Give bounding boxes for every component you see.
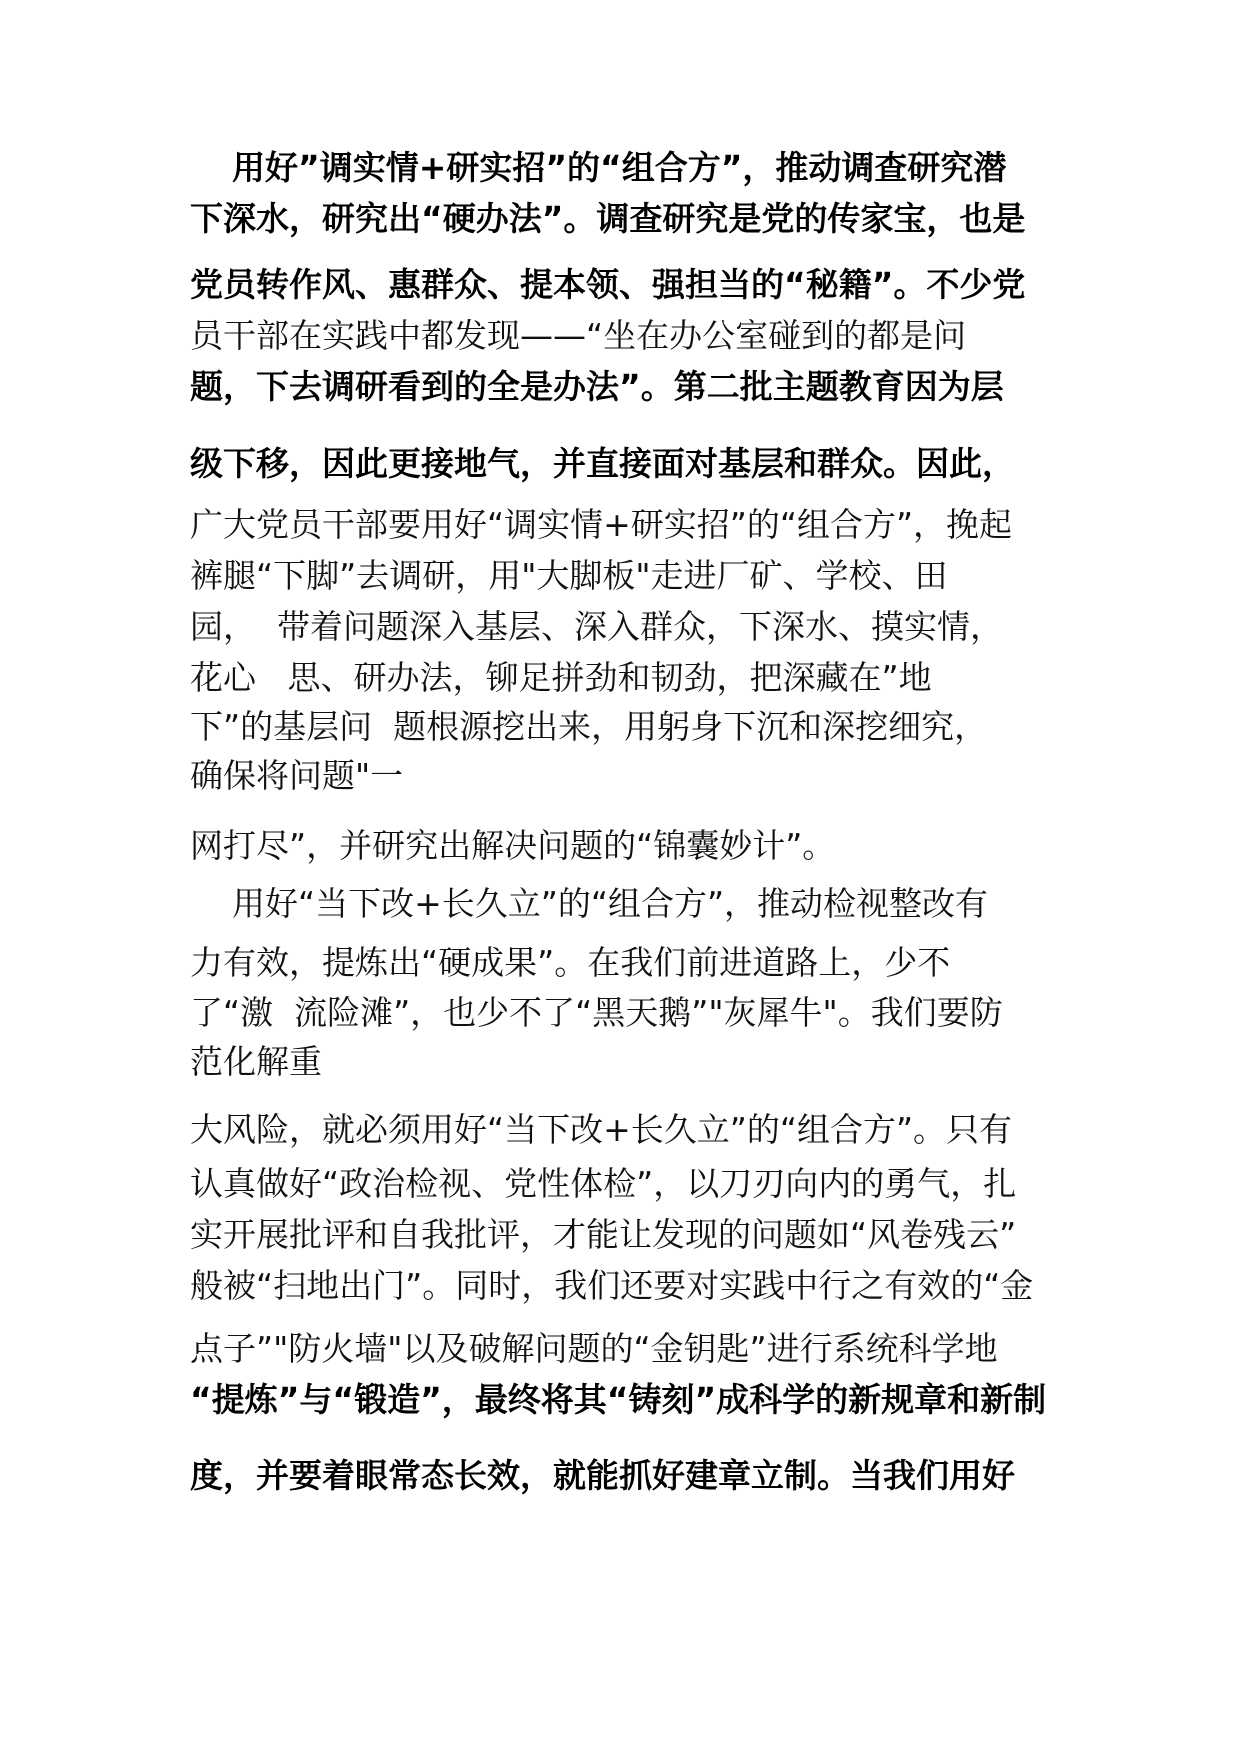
- text-line: 确保将问题"一: [190, 756, 404, 795]
- text-line: 认真做好“政治检视、党性体检”，以刀刃向内的勇气，扎: [190, 1164, 1017, 1203]
- text-line: 实开展批评和自我批评，才能让发现的问题如“风卷残云”: [190, 1215, 1017, 1254]
- text-line: 下深水，研究出“硬办法”。调查研究是党的传家宝，也是: [190, 199, 1026, 238]
- text-line: 般被“扫地出门”。同时，我们还要对实践中行之有效的“金: [190, 1266, 1034, 1305]
- text-line: 下”的基层问 题根源挖出来，用躬身下沉和深挖细究，: [190, 707, 988, 746]
- text-line: 了“激 流险滩”，也少不了“黑天鹅”"灰犀牛"。我们要防: [190, 993, 1003, 1032]
- text-line: 用好”调实情+研实招”的“组合方”，推动调查研究潜: [232, 148, 1007, 187]
- text-line: 题，下去调研看到的全是办法”。第二批主题教育因为层: [190, 367, 1004, 406]
- text-line: 园， 带着问题深入基层、深入群众，下深水、摸实情，: [190, 607, 1003, 646]
- text-line: 花心 思、研办法，铆足拼劲和韧劲，把深藏在”地: [190, 658, 932, 697]
- text-line: 度，并要着眼常态长效，就能抓好建章立制。当我们用好: [190, 1456, 1015, 1495]
- text-line: 范化解重: [190, 1042, 322, 1081]
- text-line: 级下移，因此更接地气，并直接面对基层和群众。因此，: [190, 444, 1015, 483]
- text-line: 力有效，提炼出“硬成果”。在我们前进道路上，少不: [190, 943, 951, 982]
- text-line: 网打尽”，并研究出解决问题的“锦囊妙计”。: [190, 826, 836, 865]
- text-line: 裤腿“下脚”去调研，用"大脚板"走进厂矿、学校、田: [190, 556, 948, 595]
- text-line: 大风险，就必须用好“当下改+长久立”的“组合方”。只有: [190, 1110, 1013, 1149]
- text-line: 点子”"防火墙"以及破解问题的“金钥匙”进行系统科学地: [190, 1329, 998, 1368]
- text-line: “提炼”与“锻造”，最终将其“铸刻”成科学的新规章和新制: [190, 1380, 1047, 1419]
- text-line: 员干部在实践中都发现——“坐在办公室碰到的都是问: [190, 316, 967, 355]
- text-line: 用好“当下改+长久立”的“组合方”，推动检视整改有: [232, 884, 989, 923]
- text-line: 党员转作风、惠群众、提本领、强担当的“秘籍”。不少党: [190, 265, 1026, 304]
- text-line: 广大党员干部要用好“调实情+研实招”的“组合方”，挽起: [190, 505, 1013, 544]
